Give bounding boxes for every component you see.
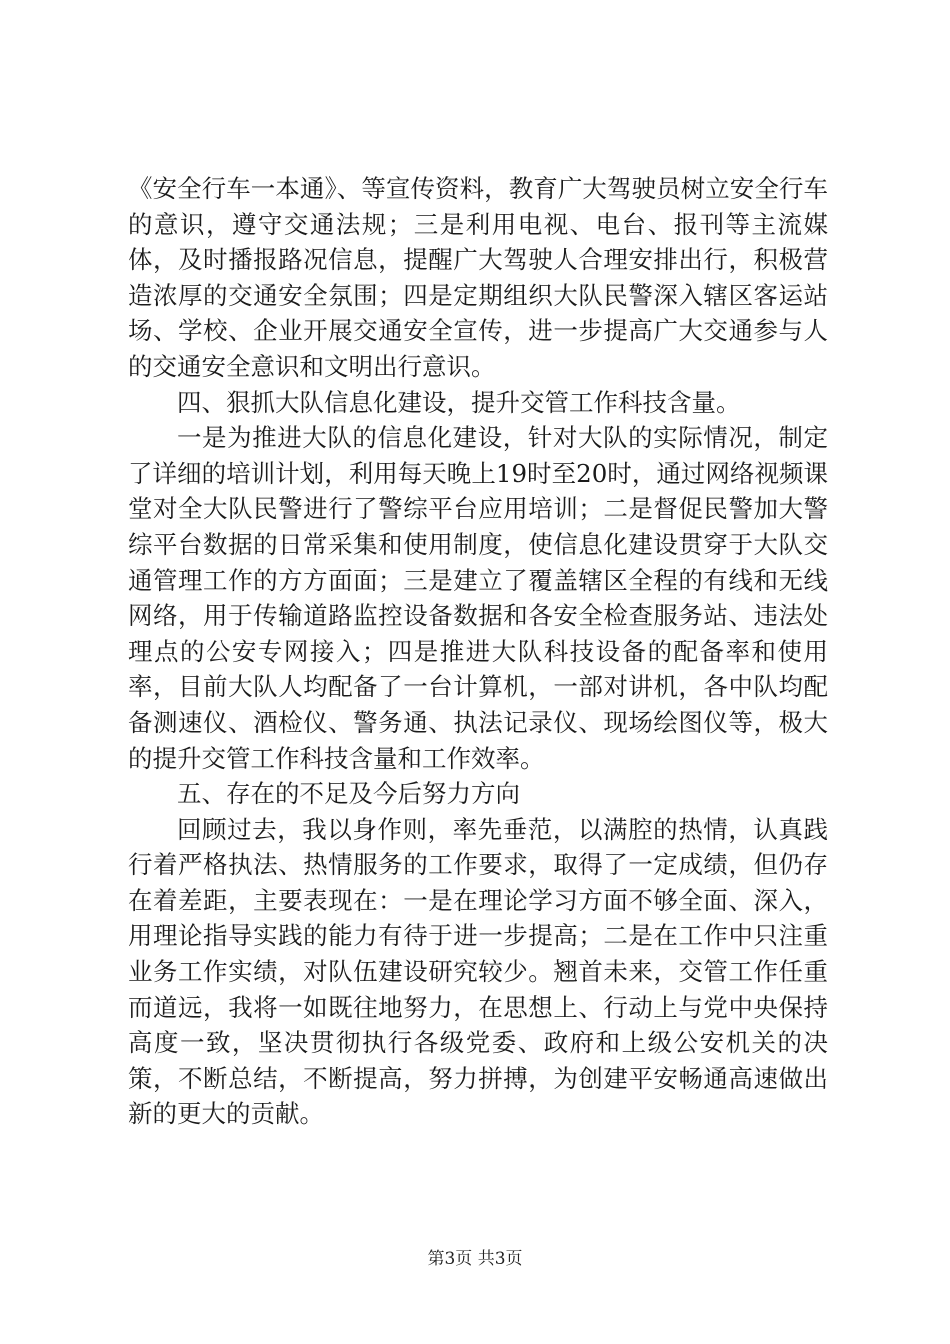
document-body — [128, 171, 828, 1132]
section-heading-four: 四、狠抓大队信息化建设，提升交管工作科技含量。 — [177, 387, 741, 417]
page-footer — [0, 1244, 950, 1269]
paragraph-section-four: 一是为推进大队的信息化建设，针对大队的实际情况，制定了详细的培训计划，利用每天晚上19时至20时，通过网络视频课堂对全大队民警进行了警综平台应用培训；二是督促民警加大警综平台数据的日常采集和使用制度，使信息化建设贯穿于大队交通管理工作的方方面面；三是建立了覆盖辖区全程的有线和无线网络，用于传输道路监控设备数据和各安全检查服务站、违法处理点的公安专网接入；四是推进大队科技设备的配备率和使用率，目前大队人均配备了一台计算机，一部对讲机，各中队均配备测速仪、酒检仪、警务通、执法记录仪、现场绘图仪等，极大的提升交管工作科技含量和工作效率。 — [128, 423, 828, 773]
paragraph-continuation: 《安全行车一本通》、等宣传资料，教育广大驾驶员树立安全行车的意识，遵守交通法规；三是利用电视、电台、报刊等主流媒体，及时播报路况信息，提醒广大驾驶人合理安排出行，积极营造浓厚的交通安全氛围；四是定期组织大队民警深入辖区客运站场、学校、企业开展交通安全宣传，进一步提高广大交通参与人的交通安全意识和文明出行意识。 — [128, 174, 828, 381]
section-heading-five: 五、存在的不足及今后努力方向 — [177, 779, 520, 809]
paragraph-section-five: 回顾过去，我以身作则，率先垂范，以满腔的热情，认真践行着严格执法、热情服务的工作要求，取得了一定成绩，但仍存在着差距，主要表现在：一是在理论学习方面不够全面、深入，用理论指导实践的能力有待于进一步提高；二是在工作中只注重业务工作实绩，对队伍建设研究较少。翘首未来，交管工作任重而道远，我将一如既往地努力，在思想上、行动上与党中央保持高度一致，坚决贯彻执行各级党委、政府和上级公安机关的决策，不断总结，不断提高，努力拼搏，为创建平安畅通高速做出新的更大的贡献。 — [128, 814, 828, 1129]
page-number-label: 第3页 共3页 — [427, 1249, 523, 1269]
